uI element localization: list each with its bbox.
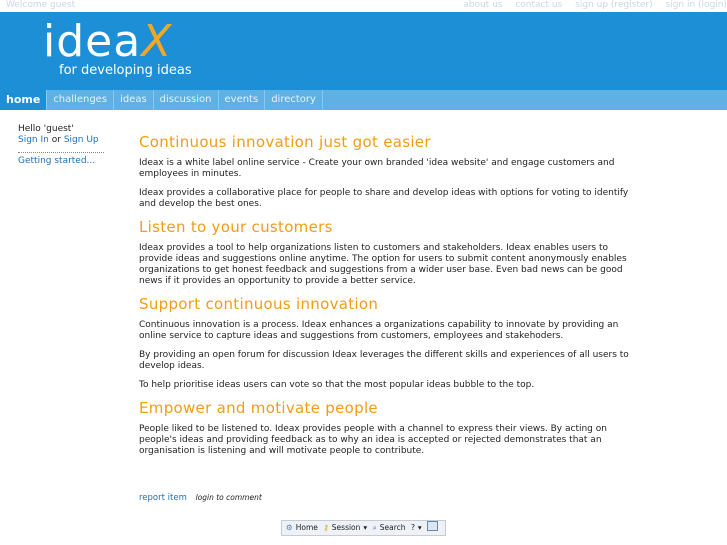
contact-us-link[interactable]: contact us	[515, 0, 563, 10]
help-chevron-down-icon[interactable]: ▾	[417, 523, 422, 532]
sign-up-link[interactable]: sign up (register)	[575, 0, 653, 10]
section-heading: Empower and motivate people	[139, 399, 378, 417]
sign-up-link-side[interactable]: Sign Up	[63, 135, 99, 145]
nav-item-discussion[interactable]: discussion	[154, 90, 219, 110]
report-item-link[interactable]: report item	[139, 493, 187, 503]
help-button[interactable]: ?	[410, 523, 415, 532]
top-bar	[0, 0, 727, 12]
nav-item-ideas[interactable]: ideas	[114, 90, 154, 110]
section-heading: Continuous innovation just got easier	[139, 133, 431, 151]
or-text: or	[51, 135, 61, 145]
paragraph: Ideax provides a collaborative place for people to share and develop ideas with options for voting to identify and develop the best ones.	[139, 188, 629, 209]
site-header	[0, 12, 727, 90]
paragraph: Ideax provides a tool to help organizations listen to customers and stakeholders. Ideax enables users to provide ideas and suggestions online anytime. The option for users to submit content anonymously enables organizations to get honest feedback and suggestions from a wider user base. Even bad news can be good news if it provides an opportunity to provide a better service.	[139, 243, 627, 286]
login-to-comment-link[interactable]: login to comment	[195, 493, 262, 502]
nav-item-home[interactable]: home	[0, 90, 47, 110]
logo-accent: X	[141, 16, 173, 67]
session-button[interactable]: Session	[331, 523, 361, 532]
nav-item-directory[interactable]: directory	[265, 90, 323, 110]
main-nav	[0, 90, 727, 110]
sign-in-link[interactable]: sign in (login)	[665, 0, 727, 10]
item-actions	[139, 493, 262, 503]
nav-item-challenges[interactable]: challenges	[47, 90, 114, 110]
paragraph: Continuous innovation is a process. Ideax enhances a organizations capability to innovate by providing an online service to capture ideas and suggestions from customers, employees and stakehoders.	[139, 320, 619, 341]
session-chevron-down-icon[interactable]: ▾	[363, 523, 368, 532]
search-button[interactable]: Search	[379, 523, 406, 532]
sidebar	[18, 124, 104, 167]
about-us-link[interactable]: about us	[463, 0, 503, 10]
top-links	[453, 0, 727, 11]
logo-main: idea	[43, 16, 142, 67]
paragraph: Ideax is a white label online service - Create your own branded 'idea website' and engage customers and employees in minutes.	[139, 158, 615, 179]
session-toolbar	[281, 520, 446, 536]
paragraph: People liked to be listened to. Ideax provides people with a channel to express their views. By acting on people's ideas and providing feedback as to why an idea is accepted or rejected demonstrates that an organisation is listening and will motivate people to contribute.	[139, 424, 607, 456]
hello-text: Hello 'guest'	[18, 124, 74, 134]
window-icon[interactable]	[427, 521, 438, 531]
tagline: for developing ideas	[59, 63, 192, 78]
section-heading: Listen to your customers	[139, 218, 333, 236]
session-key-icon[interactable]: ⚷	[323, 523, 329, 532]
home-gear-icon[interactable]: ⚙	[286, 523, 293, 532]
main-content	[139, 133, 639, 465]
nav-item-events[interactable]: events	[219, 90, 266, 110]
logo[interactable]	[43, 16, 173, 67]
welcome-text: Welcome guest	[6, 0, 76, 10]
home-button[interactable]: Home	[295, 523, 318, 532]
sign-in-link-side[interactable]: Sign In	[18, 135, 49, 145]
getting-started-link[interactable]: Getting started...	[18, 156, 96, 166]
section-heading: Support continuous innovation	[139, 295, 379, 313]
auth-links	[18, 135, 104, 146]
paragraph: To help prioritise ideas users can vote so that the most popular ideas bubble to the top.	[139, 380, 535, 390]
divider	[18, 152, 104, 153]
paragraph: By providing an open forum for discussion Ideax leverages the different skills and experiences of all users to develop ideas.	[139, 350, 629, 371]
search-icon[interactable]: ⌕	[372, 523, 377, 532]
